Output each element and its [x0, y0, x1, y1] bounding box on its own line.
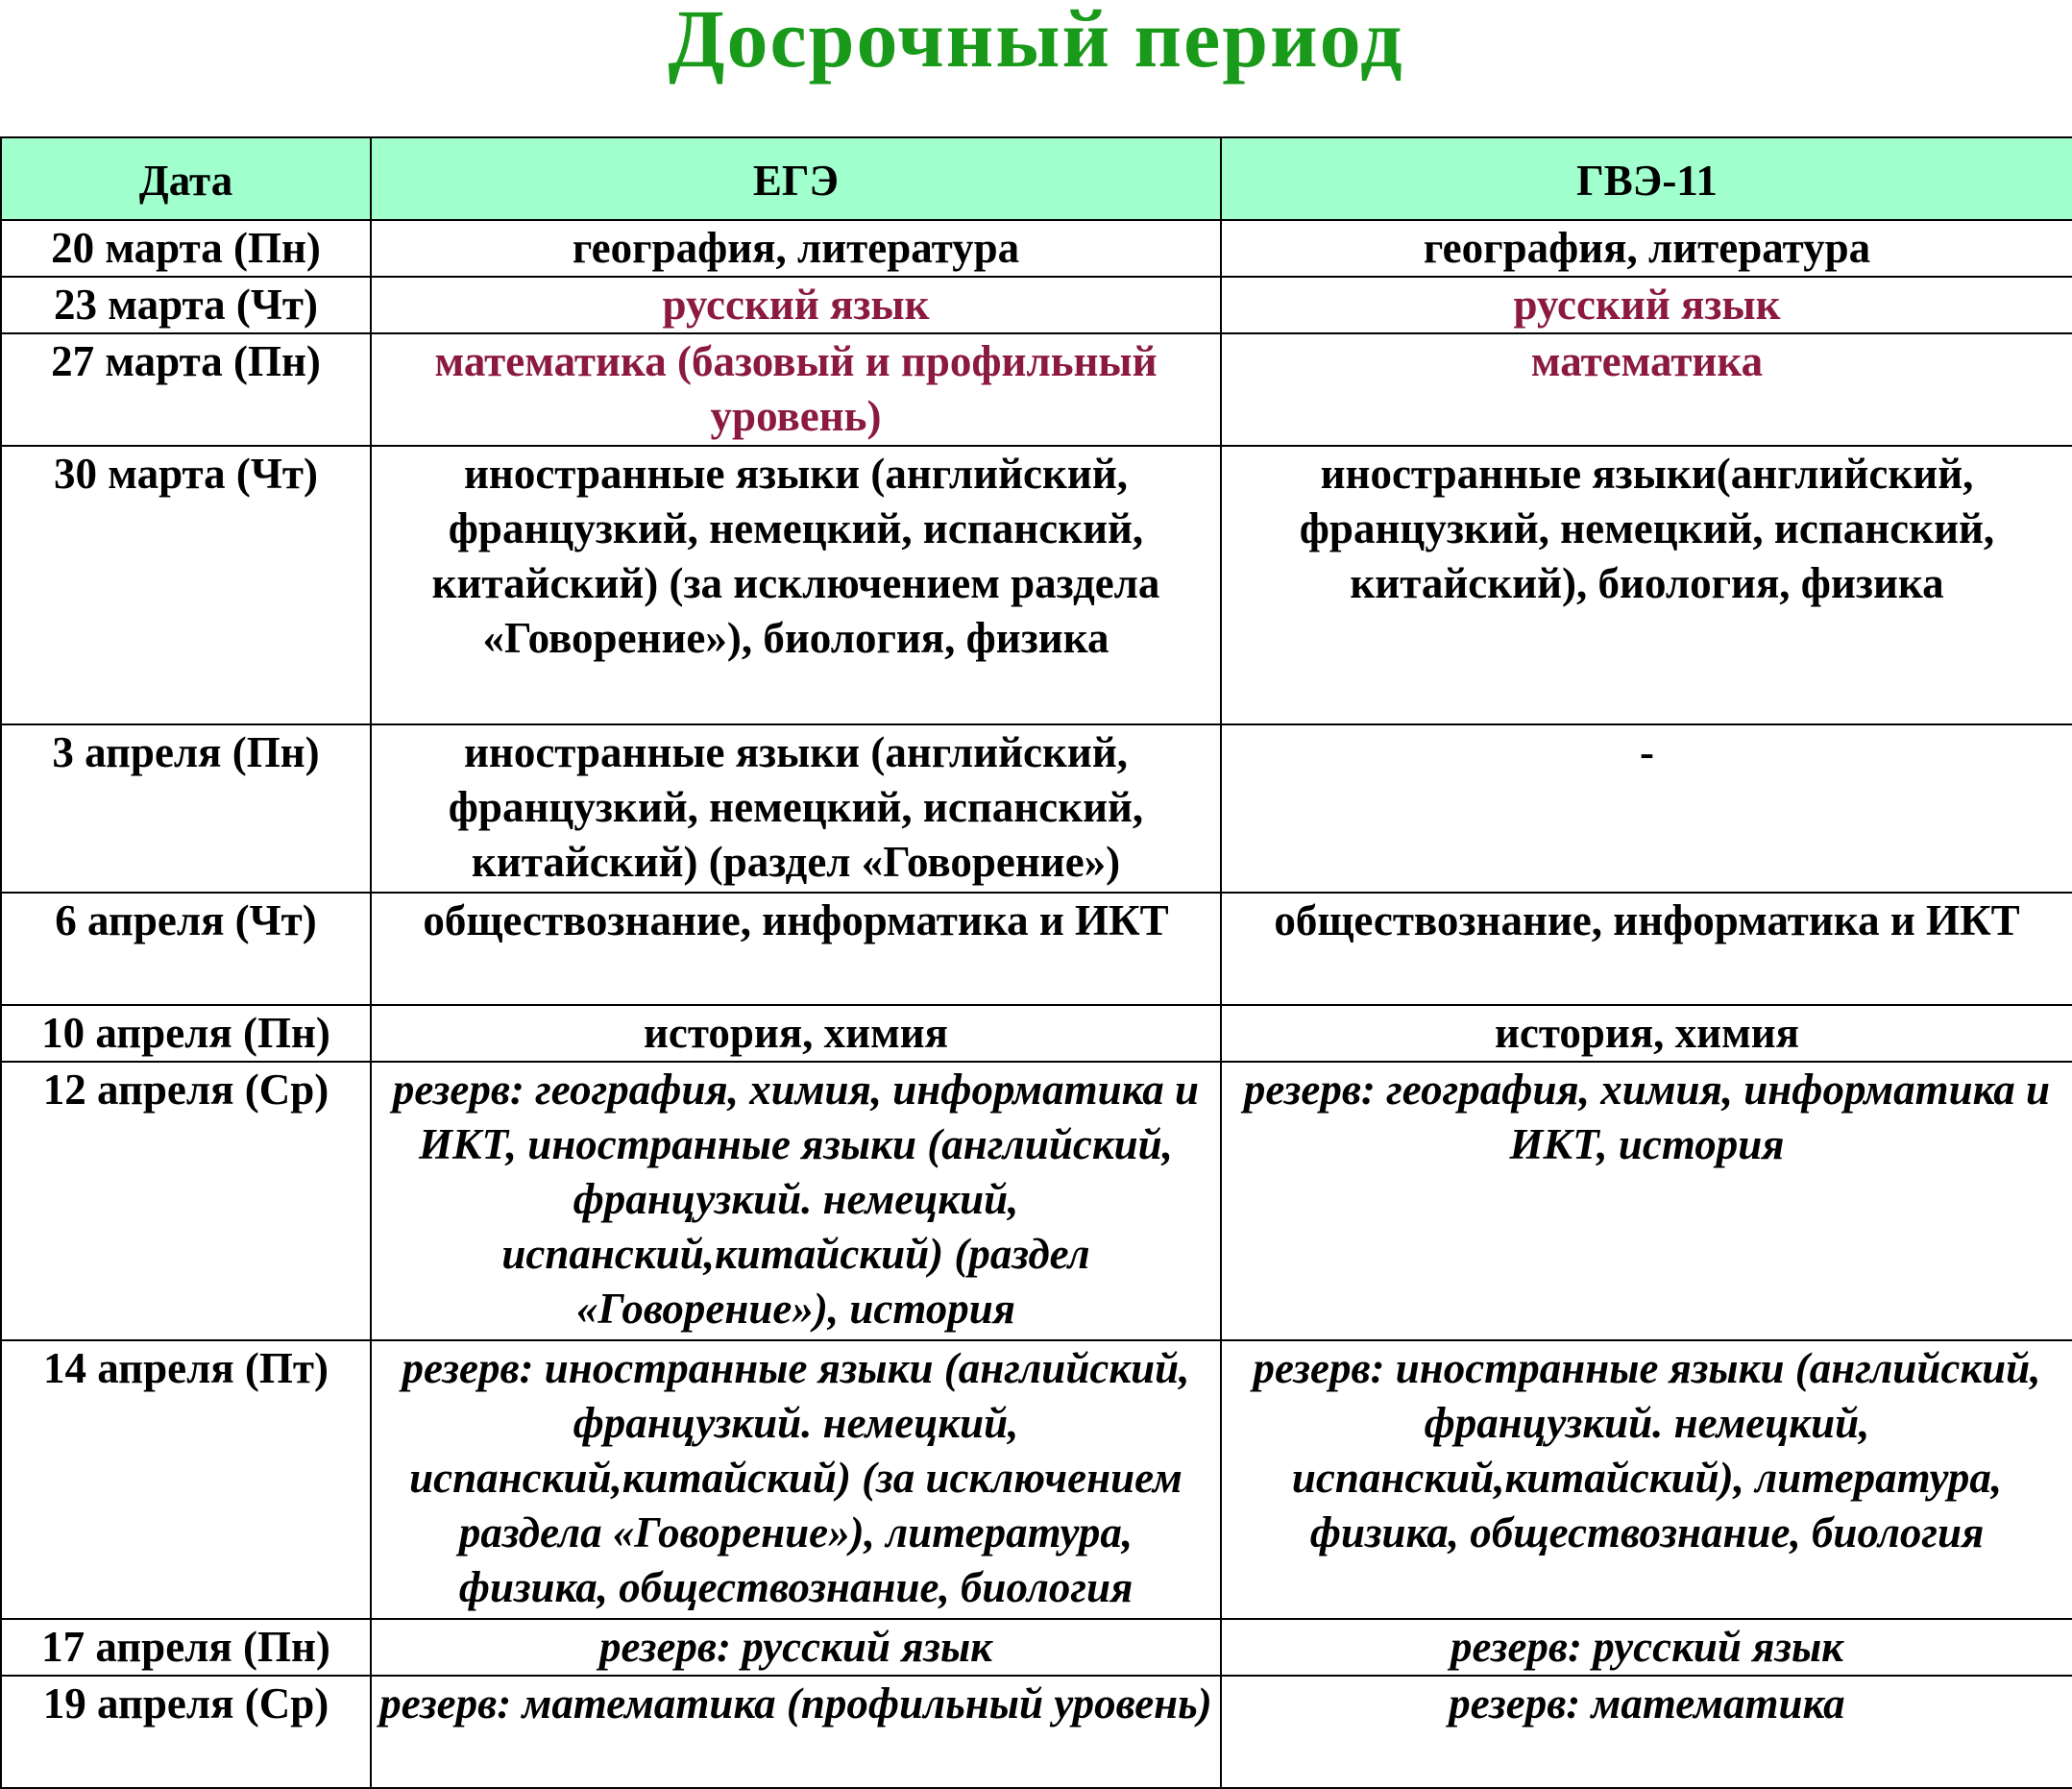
table-row — [1, 220, 2072, 277]
page-title: Досрочный период — [668, 0, 1404, 85]
row-date: 10 апреля (Пн) — [1, 1005, 371, 1062]
header-ege: ЕГЭ — [371, 137, 1221, 220]
row-gve: география, литература — [1221, 220, 2072, 277]
reserve-subjects: иностранные языки (английский, французкий. немецкий, испанский,китайский) (за исключением раздела «Говорение»), литература, физика, обществознание, биология — [409, 1344, 1190, 1611]
reserve-subjects: география, химия, информатика и ИКТ, иностранные языки (английский, французкий. немецкий, испанский,китайский) (раздел «Говорение»), история — [419, 1066, 1200, 1333]
row-ege: иностранные языки (английский, французкий, немецкий, испанский, китайский) (за исключением раздела «Говорение»), биология, физика — [371, 446, 1221, 724]
header-date: Дата — [1, 137, 371, 220]
table-row — [1, 1340, 2072, 1619]
row-ege: иностранные языки (английский, французкий, немецкий, испанский, китайский) (раздел «Говорение») — [371, 724, 1221, 893]
row-ege: география, литература — [371, 220, 1221, 277]
row-date: 17 апреля (Пн) — [1, 1619, 371, 1676]
row-date: 3 апреля (Пн) — [1, 724, 371, 893]
row-date: 20 марта (Пн) — [1, 220, 371, 277]
table-row — [1, 1676, 2072, 1788]
reserve-subjects: русский язык — [742, 1623, 992, 1671]
header-gve: ГВЭ-11 — [1221, 137, 2072, 220]
reserve-label: резерв: — [402, 1344, 534, 1392]
table-row — [1, 1062, 2072, 1340]
reserve-label: резерв: — [1253, 1344, 1385, 1392]
row-date: 23 марта (Чт) — [1, 277, 371, 333]
table-row — [1, 277, 2072, 333]
table-row — [1, 724, 2072, 893]
row-date: 14 апреля (Пт) — [1, 1340, 371, 1619]
reserve-subjects: русский язык — [1593, 1623, 1843, 1671]
row-gve: иностранные языки(английский, французкий, немецкий, испанский, китайский), биология, физика — [1221, 446, 2072, 724]
row-gve: обществознание, информатика и ИКТ — [1221, 893, 2072, 1005]
row-date: 6 апреля (Чт) — [1, 893, 371, 1005]
reserve-subjects: география, химия, информатика и ИКТ, история — [1386, 1066, 2051, 1168]
row-ege — [371, 1340, 1221, 1619]
row-gve: математика — [1221, 333, 2072, 446]
row-ege: обществознание, информатика и ИКТ — [371, 893, 1221, 1005]
row-ege — [371, 1676, 1221, 1788]
table-row — [1, 1619, 2072, 1676]
reserve-label: резерв: — [379, 1679, 512, 1728]
row-ege: русский язык — [371, 277, 1221, 333]
table-row — [1, 893, 2072, 1005]
row-ege: математика (базовый и профильный уровень) — [371, 333, 1221, 446]
row-ege: история, химия — [371, 1005, 1221, 1062]
table-row — [1, 446, 2072, 724]
row-date: 30 марта (Чт) — [1, 446, 371, 724]
row-gve: русский язык — [1221, 277, 2072, 333]
row-gve: - — [1221, 724, 2072, 893]
reserve-label: резерв: — [392, 1066, 524, 1114]
row-ege — [371, 1619, 1221, 1676]
row-gve — [1221, 1062, 2072, 1340]
reserve-label: резерв: — [1450, 1623, 1583, 1671]
row-date: 12 апреля (Ср) — [1, 1062, 371, 1340]
row-gve — [1221, 1619, 2072, 1676]
row-gve — [1221, 1340, 2072, 1619]
row-ege — [371, 1062, 1221, 1340]
reserve-label: резерв: — [1449, 1679, 1581, 1728]
table-row — [1, 1005, 2072, 1062]
reserve-subjects: математика — [1591, 1679, 1845, 1728]
row-gve: история, химия — [1221, 1005, 2072, 1062]
row-date: 19 апреля (Ср) — [1, 1676, 371, 1788]
reserve-label: резерв: — [1243, 1066, 1376, 1114]
reserve-subjects: математика (профильный уровень) — [522, 1679, 1212, 1728]
reserve-label: резерв: — [599, 1623, 732, 1671]
table-row — [1, 333, 2072, 446]
exam-schedule-table — [0, 136, 2072, 1789]
row-date: 27 марта (Пн) — [1, 333, 371, 446]
row-gve — [1221, 1676, 2072, 1788]
reserve-subjects: иностранные языки (английский, французкий. немецкий, испанский,китайский), литература, физика, обществознание, биология — [1291, 1344, 2041, 1556]
table-header-row — [1, 137, 2072, 220]
